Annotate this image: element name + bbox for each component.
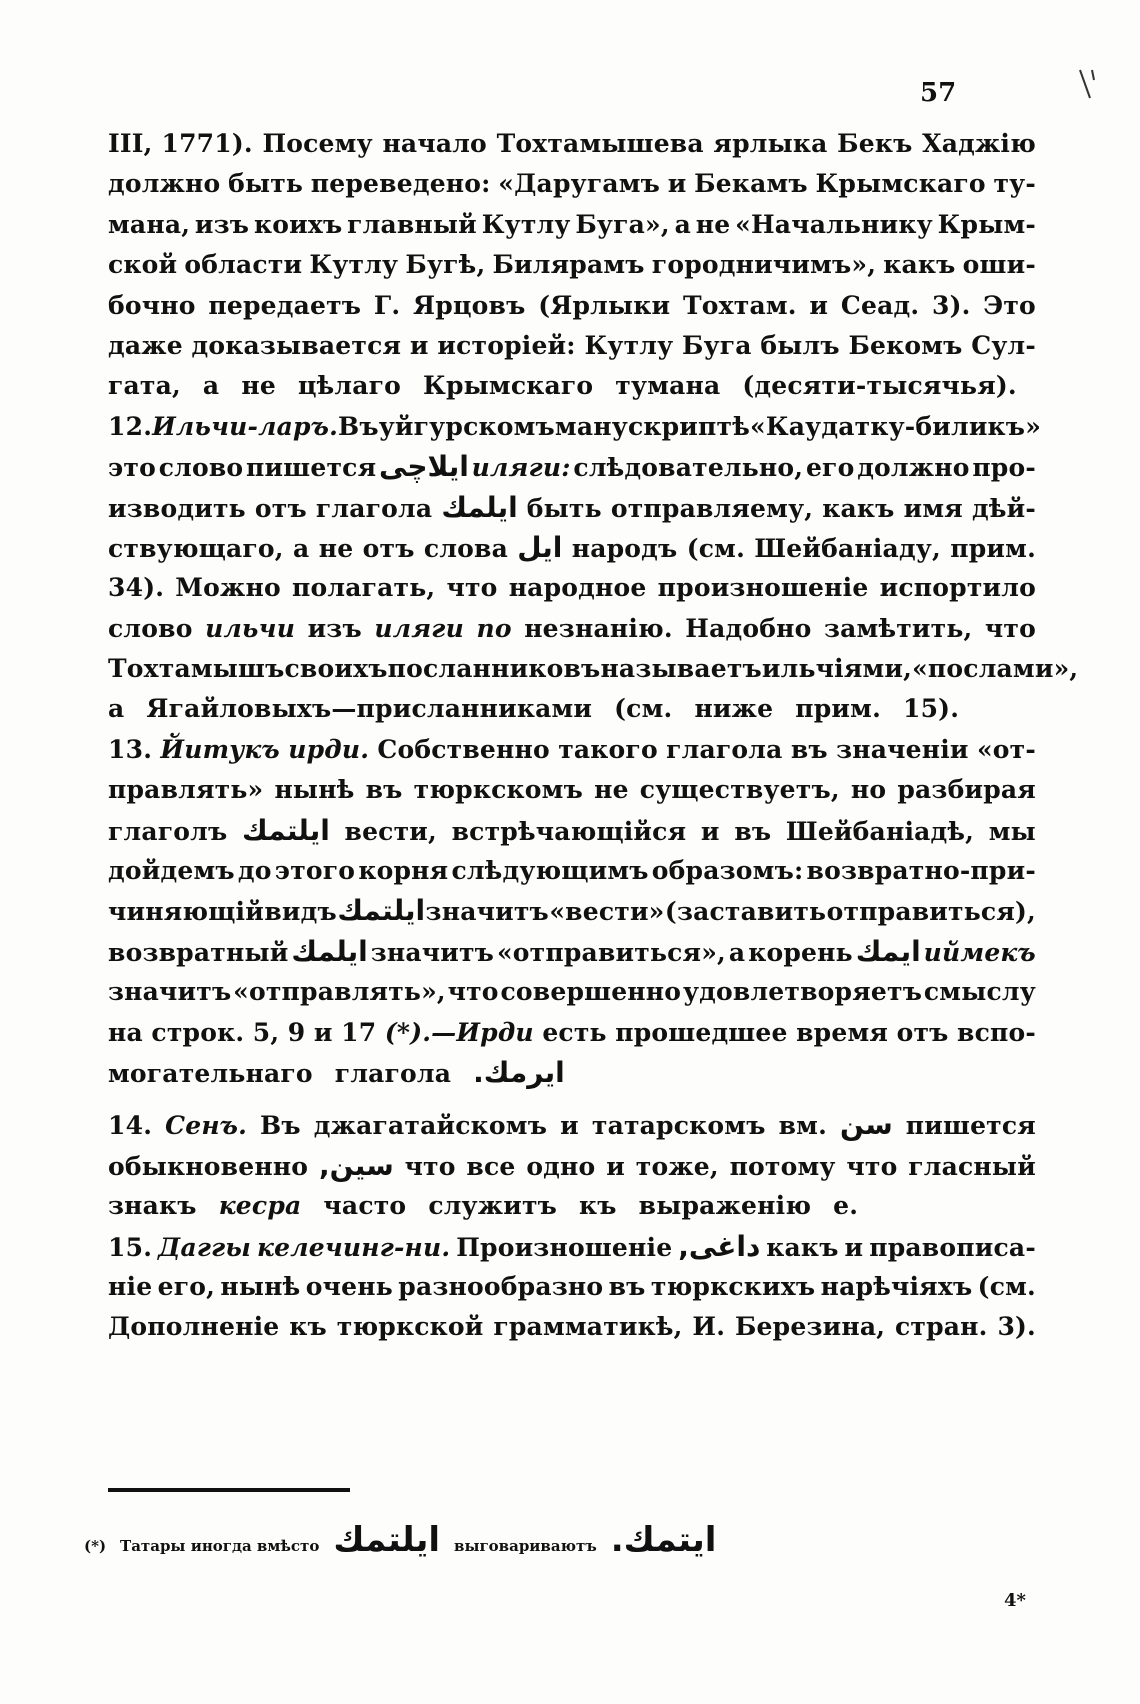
word: выраженію [638, 1191, 812, 1221]
printer-signature: 4* [1004, 1590, 1026, 1611]
word: пишется [905, 1111, 1036, 1141]
word: испортило [879, 573, 1036, 603]
word: къ [579, 1191, 617, 1221]
word: 15). [902, 694, 960, 724]
word: 3). [932, 290, 971, 320]
word: Сенъ. [165, 1111, 248, 1141]
word: про- [972, 453, 1036, 483]
word: разнообразно [398, 1271, 604, 1301]
word: Шейбаніаду, [754, 533, 941, 563]
arabic-word: ايل [517, 530, 563, 564]
word: значитъ [425, 897, 549, 927]
word: Произношеніе [456, 1232, 673, 1262]
word: кесра [218, 1191, 302, 1221]
word: незнанію. [524, 613, 673, 643]
word: коихъ [253, 209, 343, 239]
word: (*).—Ирди [384, 1017, 534, 1047]
word: уйгурскомъ [378, 411, 555, 441]
word: и [700, 816, 720, 846]
text-line [108, 609, 1036, 649]
word: и [844, 1232, 864, 1262]
word: замѣтить, [823, 613, 973, 643]
word: гласный [908, 1151, 1036, 1181]
word: тоже, [635, 1151, 719, 1181]
word: Бугѣ, [405, 250, 486, 280]
word: слова [423, 533, 508, 563]
word: въ [365, 775, 403, 805]
word: не [241, 371, 276, 401]
text-line [108, 932, 1036, 972]
text-line [108, 407, 1042, 447]
word: ярлыка [713, 129, 828, 158]
arabic-word: ايرمك. [473, 1055, 565, 1089]
word: дойдемъ [108, 856, 235, 886]
word: въ [790, 734, 828, 764]
word: встрѣчающійся [451, 816, 687, 846]
word: значитъ [108, 977, 232, 1007]
word: е. [833, 1191, 859, 1221]
word: Крымскаго [423, 371, 594, 401]
word: ніе [108, 1271, 153, 1301]
footnote [84, 1520, 716, 1560]
word: келечинг-ни. [257, 1232, 451, 1262]
word: нынѣ [220, 1271, 301, 1301]
word: глагола [334, 1058, 452, 1088]
word: Ильчи-ларъ. [152, 411, 338, 441]
word: а [674, 209, 691, 239]
word: слѣдовательно, [573, 453, 804, 483]
word: (заставить [664, 897, 827, 927]
word: Дополненіе [108, 1312, 280, 1342]
word: гата, [108, 371, 181, 401]
word: пишется [246, 453, 377, 483]
word: исторіей: [437, 330, 576, 360]
footnote-marker: (*) [84, 1537, 107, 1555]
word: Буга [682, 330, 752, 360]
text-line [108, 1013, 1036, 1053]
text-line [108, 1227, 1036, 1267]
word: «Каудатку-биликъ» [750, 411, 1042, 441]
word: Ярцовъ [413, 290, 526, 320]
word: изъ [194, 209, 250, 239]
word: Ягайловыхъ—присланниками [146, 694, 593, 724]
word: Кутлу [309, 250, 399, 280]
word: 13. [108, 734, 153, 764]
word: «послами», [912, 654, 1079, 684]
text-line [108, 1307, 1036, 1347]
word: тюркскомъ [413, 775, 583, 805]
page-edge-mark [1078, 68, 1102, 102]
word: стран. [894, 1312, 988, 1342]
word: дѣй- [972, 493, 1036, 523]
word: ильчи [205, 613, 296, 643]
word: какъ [883, 250, 956, 280]
word: слѣдующимъ [451, 856, 649, 886]
word: этого [274, 856, 356, 886]
word: (см. [614, 694, 673, 724]
text-line [108, 286, 1036, 326]
word: есть [542, 1017, 607, 1047]
word: до [237, 856, 272, 886]
word: строк. [151, 1017, 245, 1047]
word: (см. [686, 533, 746, 563]
word: обыкновенно [108, 1151, 309, 1181]
word: не [318, 533, 354, 563]
text-line [108, 1186, 1036, 1226]
word: время [796, 1017, 889, 1047]
word: а [108, 694, 125, 724]
word: глагола [315, 493, 433, 523]
text-line [108, 730, 1036, 770]
text-line [108, 447, 1036, 487]
word: разбирая [897, 775, 1036, 805]
word: правлять» [108, 775, 264, 805]
word: татарскомъ [591, 1111, 766, 1141]
word: прошедшее [615, 1017, 788, 1047]
word: «отправлять», [233, 977, 446, 1007]
text-line [108, 124, 1036, 164]
text-line [108, 205, 1036, 245]
word: Бекамъ [694, 169, 808, 199]
word: какъ [822, 493, 895, 523]
word: и [667, 169, 687, 199]
word: И. [692, 1312, 726, 1342]
word: Тохтам. [682, 290, 797, 320]
arabic-word: سن [840, 1108, 893, 1142]
text-line [108, 326, 1036, 366]
word: чиняющій [108, 897, 264, 927]
word: Буга», [575, 209, 670, 239]
text-line [108, 488, 1036, 528]
text-line [108, 568, 1036, 608]
word: Шейбаніадѣ, [785, 816, 975, 846]
footnote-arabic-word: ايلتمك [333, 1520, 441, 1560]
word: отъ [896, 1017, 949, 1047]
word: области [184, 250, 303, 280]
word: 34). [108, 573, 165, 603]
word: Йитукъ [160, 734, 280, 764]
word: какъ [766, 1232, 839, 1262]
word: 3). [997, 1312, 1036, 1342]
footnote-divider [108, 1488, 350, 1492]
word: иймекъ [923, 937, 1036, 967]
word: «от- [976, 734, 1036, 764]
word: «Даругамъ [498, 169, 661, 199]
word: нынѣ [274, 775, 355, 805]
word: мана, [108, 209, 191, 239]
word: вм. [778, 1111, 827, 1141]
word: Сул- [971, 330, 1036, 360]
word: что [447, 977, 499, 1007]
word: ирди. [288, 734, 370, 764]
text-line [108, 770, 1036, 810]
word: корня [358, 856, 449, 886]
word: быть [526, 493, 602, 523]
word: часто [323, 1191, 407, 1221]
arabic-word: ايلمك [441, 490, 518, 524]
word: грамматикѣ, [493, 1312, 683, 1342]
text-line [108, 366, 1036, 406]
word: Надобно [685, 613, 812, 643]
word: передаетъ [208, 290, 362, 320]
text-line [108, 164, 1036, 204]
word: возвратно-при- [806, 856, 1036, 886]
word: слово [108, 613, 193, 643]
word: 17 [341, 1017, 377, 1047]
word: цѣлаго [297, 371, 402, 401]
word: по [476, 613, 512, 643]
word: «отправиться», [496, 937, 726, 967]
word: удовлетворяетъ [682, 977, 923, 1007]
word: одно [526, 1151, 596, 1181]
word: все [466, 1151, 516, 1181]
word: тюркской [336, 1312, 484, 1342]
arabic-word: ايلتمك [337, 894, 426, 928]
word: тюркскихъ [650, 1271, 816, 1301]
word: Хаджію [922, 129, 1036, 158]
word: что [404, 1151, 456, 1181]
word: вспо- [957, 1017, 1036, 1047]
word: значитъ [370, 937, 495, 967]
word: знакъ [108, 1191, 197, 1221]
word: отъ [362, 533, 415, 563]
word: даже [108, 330, 183, 360]
word: видъ [264, 897, 337, 927]
word: Сеад. [840, 290, 920, 320]
word: изводить [108, 493, 246, 523]
word: глагола [666, 734, 783, 764]
word: слово [158, 453, 244, 483]
word: отъ [254, 493, 307, 523]
word: корень [748, 937, 853, 967]
text-line [108, 1105, 1036, 1145]
word: не [695, 209, 731, 239]
word: въ [734, 816, 772, 846]
word: тумана [615, 371, 721, 401]
arabic-word: ايمك [855, 934, 921, 968]
arabic-word: داغى, [678, 1229, 761, 1263]
word: Кутлу [584, 330, 674, 360]
word: посланниковъ [387, 654, 601, 684]
text-line [108, 1146, 1036, 1186]
word: образомъ: [651, 856, 804, 886]
word: иляги: [471, 453, 571, 483]
word: потому [729, 1151, 836, 1181]
word: джагатайскомъ [313, 1111, 548, 1141]
word: 12. [108, 411, 153, 441]
word: ствующаго, [108, 533, 284, 563]
word: III, 1771). [108, 129, 253, 158]
word: ту- [993, 169, 1036, 199]
word: прим. [950, 533, 1036, 563]
word: совершенно [500, 977, 682, 1007]
word: народъ [571, 533, 678, 563]
text-line [108, 689, 1036, 729]
word: полагать, [292, 573, 436, 603]
word: главный [347, 209, 477, 239]
word: вести, [344, 816, 437, 846]
word: могательнаго [108, 1058, 313, 1088]
text-line [108, 1053, 1036, 1093]
word: быть [228, 169, 304, 199]
main-text [108, 124, 1079, 1348]
text-line [108, 245, 1036, 285]
word: прим. [795, 694, 881, 724]
text-line [108, 649, 1079, 689]
word: на [108, 1017, 143, 1047]
text-line [108, 972, 1036, 1012]
word: но [850, 775, 887, 805]
word: должно [108, 169, 221, 199]
word: его, [157, 1271, 216, 1301]
word: называетъ [600, 654, 762, 684]
word: Посему [262, 129, 373, 158]
word: произношеніе [657, 573, 869, 603]
word: изъ [307, 613, 362, 643]
word: (Ярлыки [538, 290, 671, 320]
word: существуетъ, [639, 775, 840, 805]
word: «вести» [549, 897, 665, 927]
word: Березина, [734, 1312, 886, 1342]
word: нарѣчіяхъ [820, 1271, 973, 1301]
word: отправиться), [826, 897, 1036, 927]
word: а [202, 371, 220, 401]
word: переведено: [310, 169, 491, 199]
word: имя [903, 493, 963, 523]
arabic-word: ايلتمك [242, 813, 330, 847]
word: такого [558, 734, 658, 764]
text-line [108, 811, 1036, 851]
footnote-text-middle: выговариваютъ [454, 1537, 597, 1555]
word: это [108, 453, 156, 483]
arabic-word: ايلاچى [378, 450, 469, 484]
text-line [108, 851, 1036, 891]
word: мы [988, 816, 1036, 846]
word: что [846, 1151, 898, 1181]
word: отправляему, [610, 493, 814, 523]
word: Въ [338, 411, 379, 441]
word: и [409, 330, 429, 360]
word: въ [608, 1271, 646, 1301]
word: городничимъ», [651, 250, 877, 280]
word: ской [108, 250, 178, 280]
word: и [560, 1111, 579, 1141]
word: 5, [252, 1017, 280, 1047]
word: правописа- [869, 1232, 1036, 1262]
word: Крымскаго [815, 169, 986, 199]
word: ильчіями, [761, 654, 913, 684]
word: бочно [108, 290, 196, 320]
text-line [108, 891, 1036, 931]
word: «Начальнику [735, 209, 933, 239]
word: не [594, 775, 629, 805]
word: народное [508, 573, 647, 603]
word: значеніи [836, 734, 969, 764]
word: начало [382, 129, 487, 158]
word: ниже [694, 694, 774, 724]
word: Тохтамышева [496, 129, 704, 158]
word: Крым- [937, 209, 1036, 239]
arabic-word: سين, [318, 1148, 394, 1182]
word: смыслу [923, 977, 1036, 1007]
word: 15. [108, 1232, 153, 1262]
footnote-arabic-word: ايتمك. [610, 1520, 717, 1560]
word: своихъ [284, 654, 388, 684]
word: Г. [373, 290, 401, 320]
word: и [606, 1151, 625, 1181]
word: Это [983, 290, 1036, 320]
word: оши- [962, 250, 1036, 280]
word: Собственно [377, 734, 550, 764]
word: и [313, 1017, 333, 1047]
word: глаголъ [108, 816, 228, 846]
word: (десяти-тысячья). [742, 371, 1017, 401]
word: Бекъ [837, 129, 913, 158]
word: и [809, 290, 829, 320]
word: Билярамъ [492, 250, 645, 280]
word: Тохтамышъ [108, 654, 285, 684]
word: (см. [977, 1271, 1036, 1301]
word: къ [289, 1312, 327, 1342]
word: его [805, 453, 855, 483]
word: что [984, 613, 1036, 643]
word: 9 [287, 1017, 306, 1047]
word: Даггы [158, 1232, 252, 1262]
arabic-word: ايلمك [291, 934, 368, 968]
word: Кутлу [481, 209, 571, 239]
text-line [108, 528, 1036, 568]
word: 14. [108, 1111, 153, 1141]
word: очень [305, 1271, 393, 1301]
page-number: 57 [920, 78, 957, 108]
text-line [108, 1267, 1036, 1307]
word: былъ [760, 330, 840, 360]
word: а [292, 533, 310, 563]
word: а [728, 937, 746, 967]
word: манускриптѣ [554, 411, 751, 441]
word: иляги [374, 613, 464, 643]
word: возвратный [108, 937, 289, 967]
footnote-text-before: Татары иногда вмѣсто [120, 1537, 320, 1555]
word: Можно [175, 573, 281, 603]
word: Бекомъ [848, 330, 963, 360]
word: должно [857, 453, 970, 483]
word: что [446, 573, 498, 603]
word: доказывается [191, 330, 402, 360]
word: Въ [260, 1111, 301, 1141]
word: служитъ [428, 1191, 558, 1221]
